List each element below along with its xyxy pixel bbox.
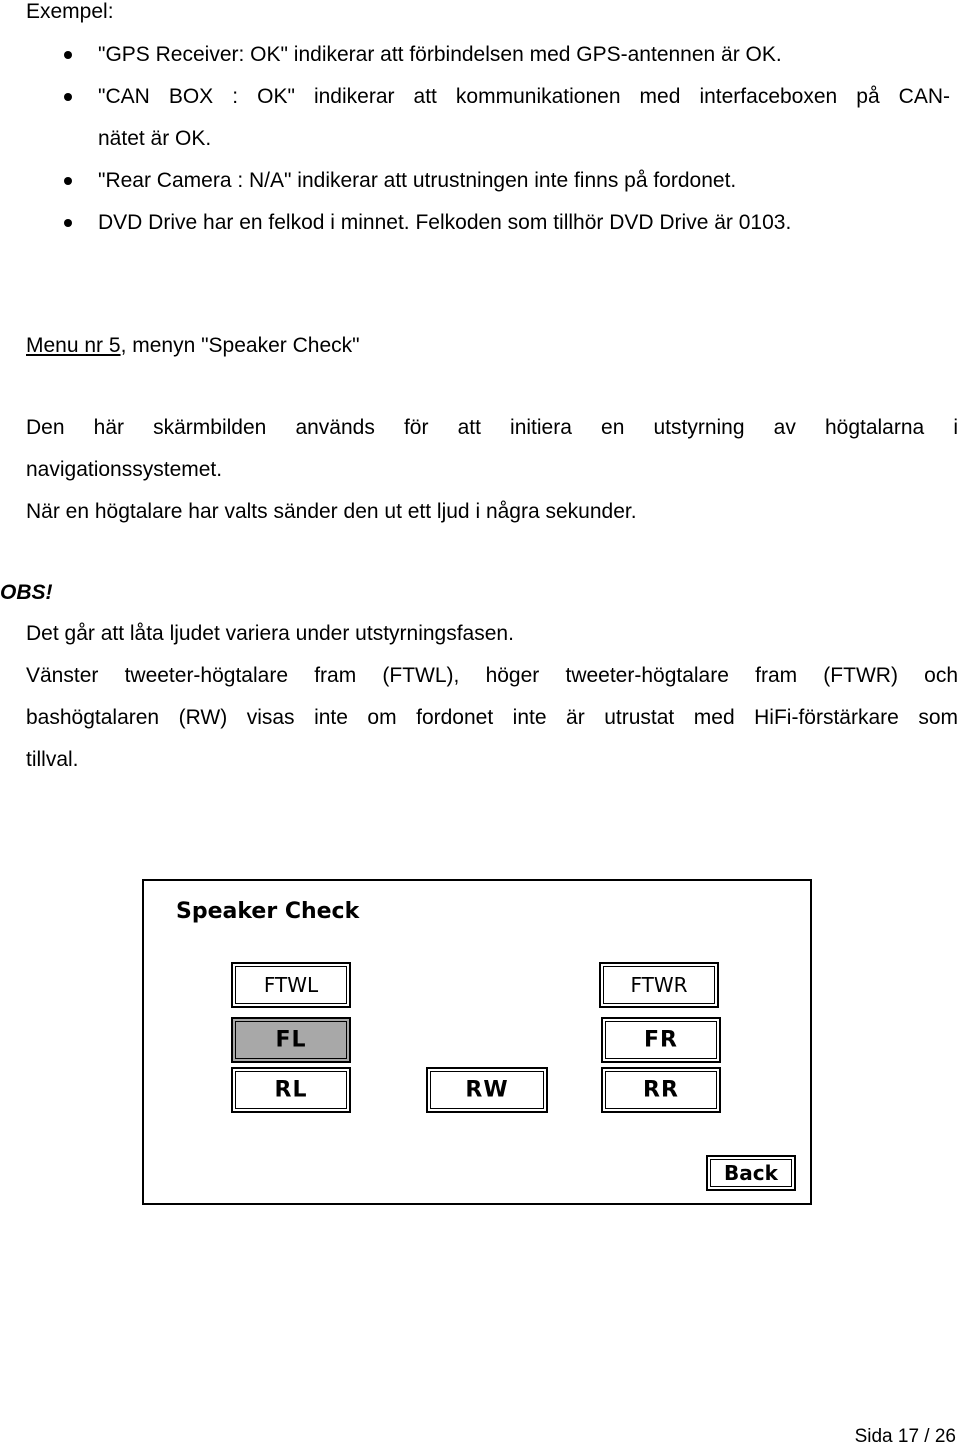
- speaker-check-screen: [142, 879, 812, 1205]
- paragraph-line: bashögtalaren (RW) visas inte om fordonet inte är utrustat med HiFi-förstärkare som: [26, 706, 958, 729]
- ftwl-button[interactable]: [231, 962, 351, 1008]
- bullet-icon: [64, 51, 72, 59]
- paragraph-line: När en högtalare har valts sänder den ut ett ljud i några sekunder.: [26, 500, 637, 523]
- list-item-text: DVD Drive har en felkod i minnet. Felkoden som tillhör DVD Drive är 0103.: [98, 211, 792, 234]
- rr-button[interactable]: [601, 1067, 721, 1113]
- ftwr-label: FTWR: [630, 973, 688, 997]
- list-item: [0, 202, 960, 244]
- bullet-icon: [64, 177, 72, 185]
- rw-label: RW: [465, 1077, 509, 1103]
- rl-button[interactable]: [231, 1067, 351, 1113]
- section-heading-title: , menyn "Speaker Check": [120, 334, 360, 357]
- list-item-text: "CAN BOX : OK" indikerar att kommunikationen med interfaceboxen på CAN-: [98, 85, 950, 108]
- list-item-text: "GPS Receiver: OK" indikerar att förbindelsen med GPS-antennen är OK.: [98, 43, 782, 66]
- rw-button[interactable]: [426, 1067, 548, 1113]
- fr-label: FR: [644, 1027, 678, 1053]
- section-heading-number: Menu nr 5: [26, 334, 121, 357]
- list-item: [0, 34, 960, 76]
- list-item-text-continued: nätet är OK.: [98, 127, 212, 150]
- ftwr-button[interactable]: [599, 962, 719, 1008]
- paragraph-line: tillval.: [26, 748, 79, 771]
- paragraph-line: navigationssystemet.: [26, 458, 223, 481]
- ftwl-label: FTWL: [263, 973, 319, 997]
- paragraph-line: Vänster tweeter-högtalare fram (FTWL), höger tweeter-högtalare fram (FTWR) och: [26, 664, 958, 687]
- fl-button[interactable]: [231, 1017, 351, 1063]
- back-label: Back: [724, 1161, 778, 1185]
- obs-note-label: OBS!: [0, 581, 53, 604]
- bullet-icon: [64, 93, 72, 101]
- list-item-text: "Rear Camera : N/A" indikerar att utrustningen inte finns på fordonet.: [98, 169, 737, 192]
- rl-label: RL: [274, 1077, 308, 1103]
- bullet-icon: [64, 219, 72, 227]
- page-number: Sida 17 / 26: [854, 1426, 956, 1447]
- status-bullet-list: [0, 34, 960, 244]
- screen-title: Speaker Check: [176, 899, 360, 924]
- intro-label: Exempel:: [26, 0, 114, 23]
- list-item: [0, 76, 960, 160]
- section-heading: [26, 334, 360, 358]
- fr-button[interactable]: [601, 1017, 721, 1063]
- paragraph-line: Det går att låta ljudet variera under utstyrningsfasen.: [26, 622, 514, 645]
- fl-label: FL: [275, 1027, 307, 1053]
- back-button[interactable]: [706, 1155, 796, 1191]
- paragraph-line: Den här skärmbilden används för att initiera en utstyrning av högtalarna i: [26, 416, 958, 439]
- list-item: [0, 160, 960, 202]
- rr-label: RR: [643, 1077, 679, 1103]
